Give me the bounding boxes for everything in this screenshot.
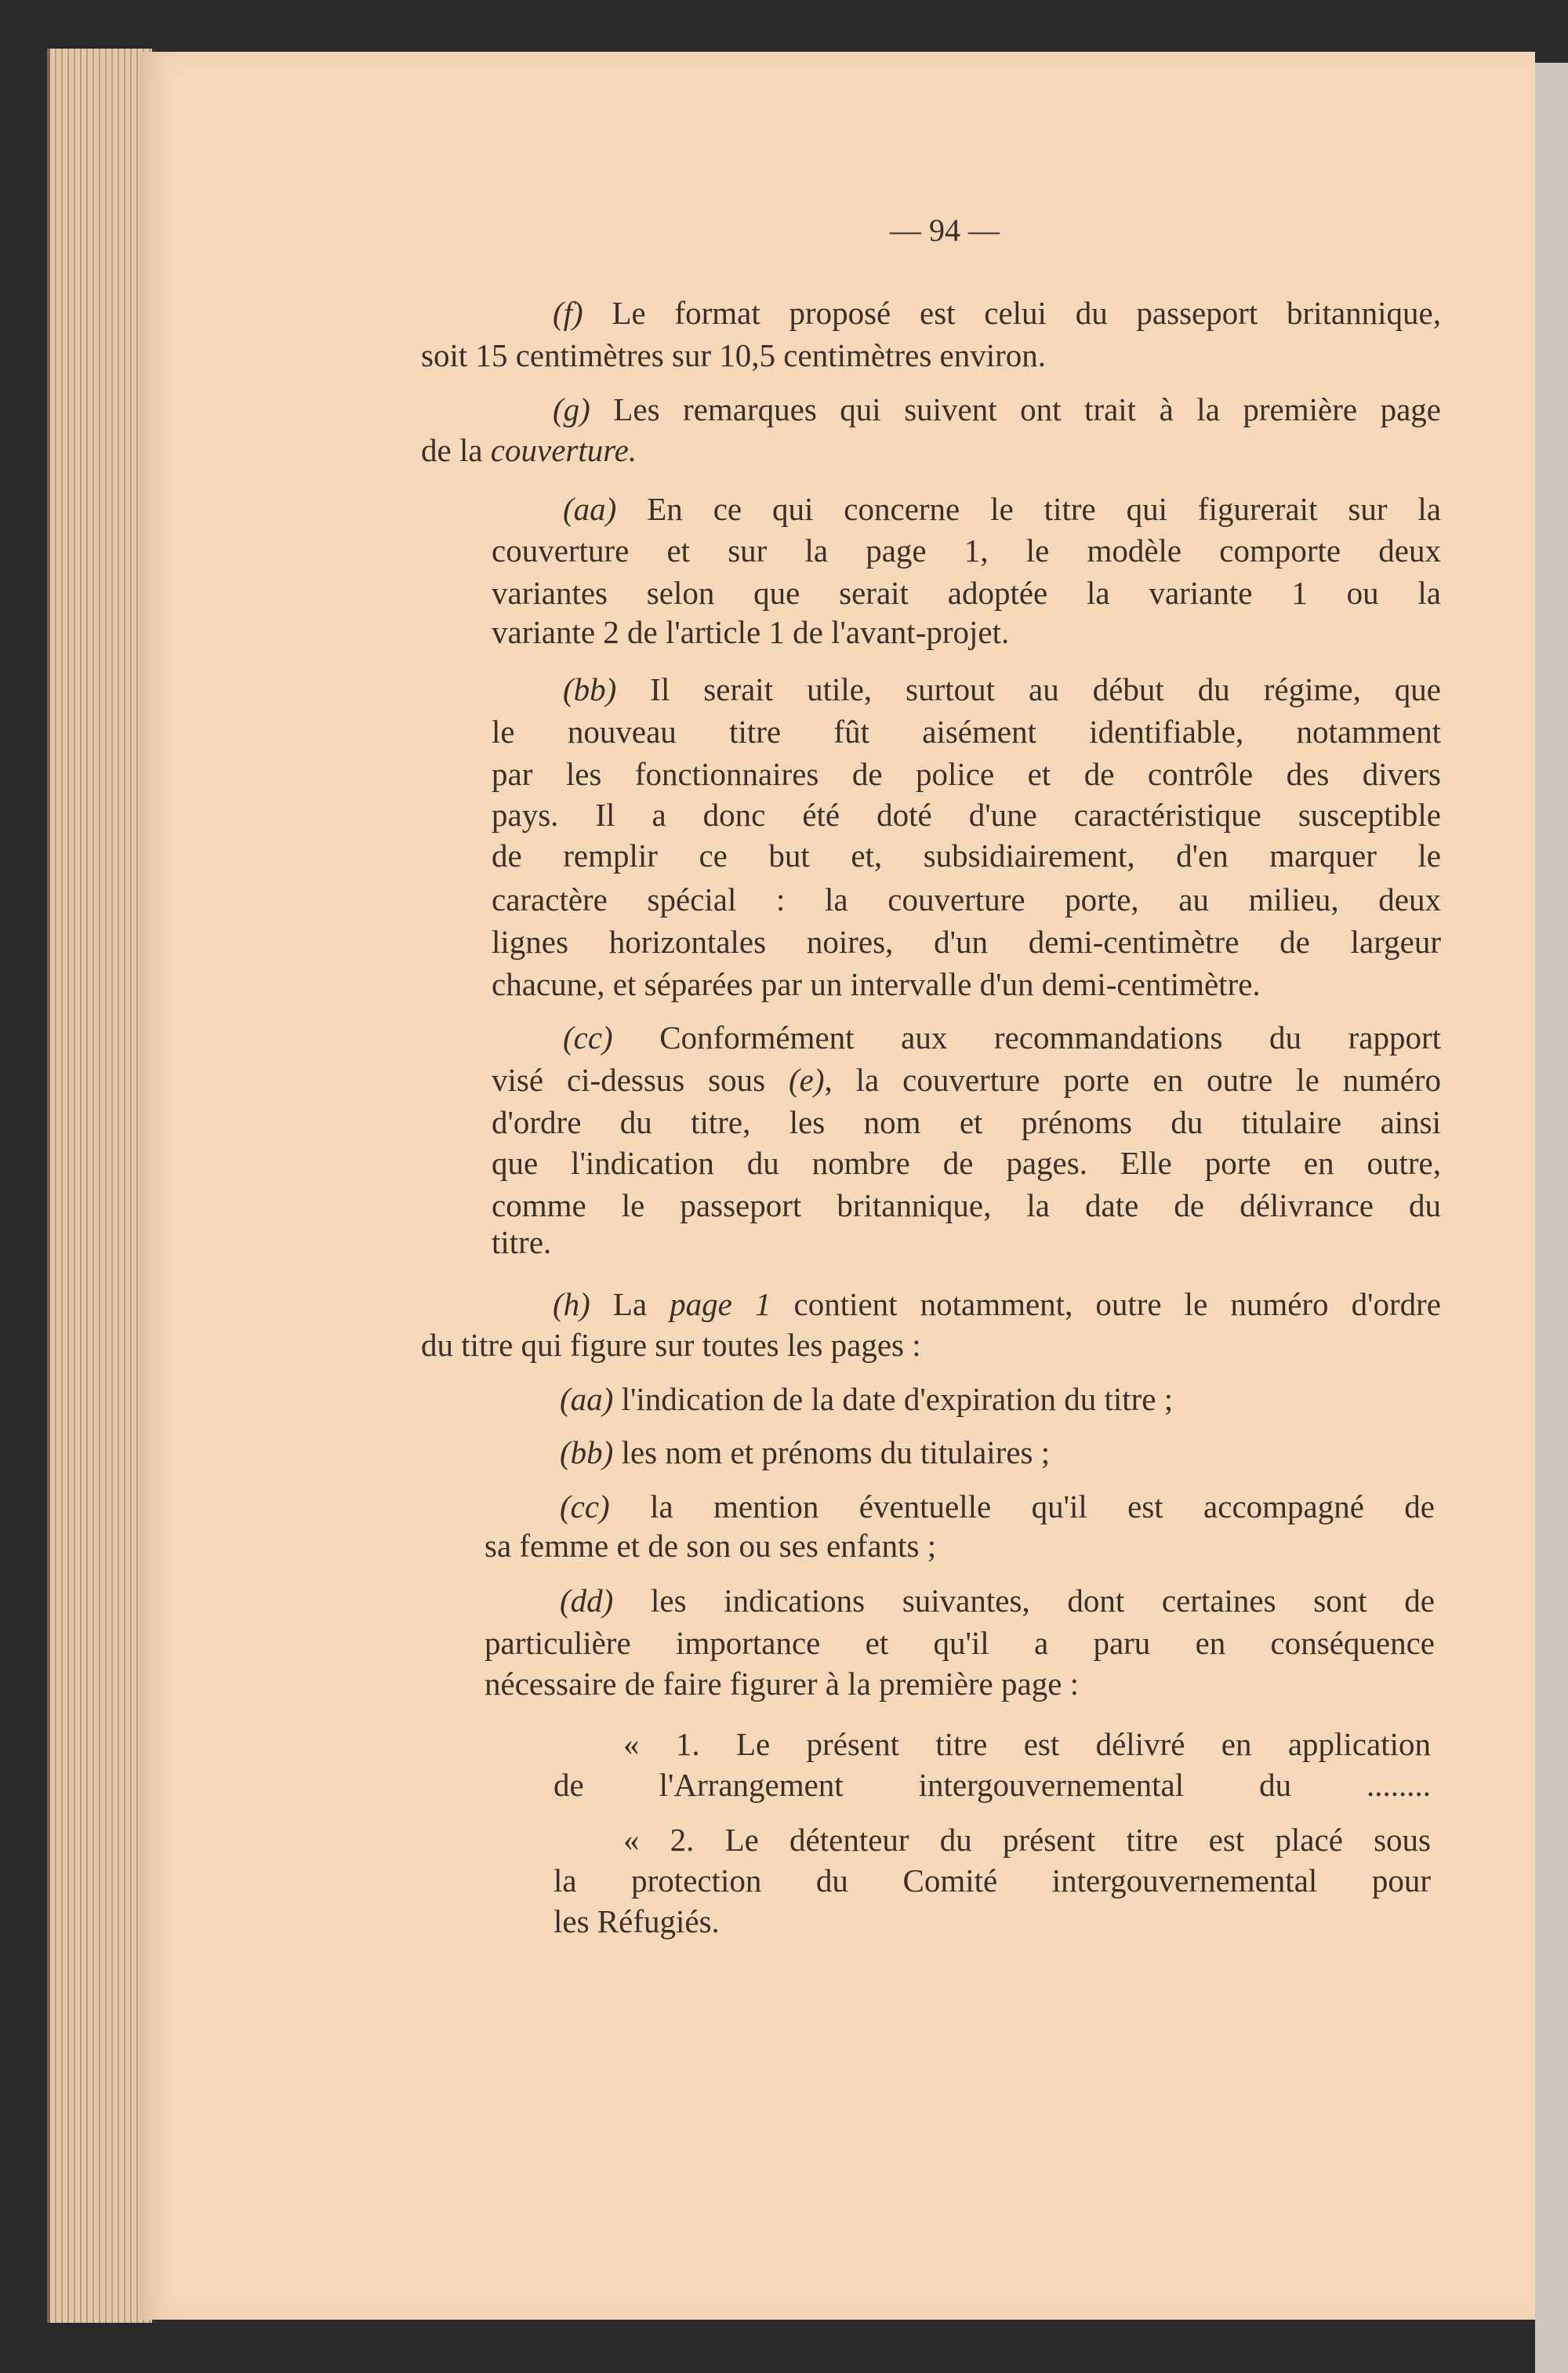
text-segment: contient notamment, outre le numéro d'ordre [771, 1285, 1442, 1322]
text-line [554, 1765, 1431, 1804]
text-segment: variante 2 de l'article 1 de l'avant-projet. [492, 613, 1010, 650]
text-segment: soit 15 centimètres sur 10,5 centimètres environ. [421, 336, 1047, 373]
text-line [492, 965, 1261, 1004]
italic-text: (dd) [560, 1582, 614, 1619]
text-segment: de remplir ce but et, subsidiairement, d'en marquer le [492, 838, 1441, 874]
text-line [492, 612, 1009, 652]
text-segment: particulière importance et qu'il a paru en conséquence [485, 1624, 1435, 1661]
text-segment: la protection du Comité intergouvernemental pour [554, 1862, 1431, 1899]
text-line [492, 754, 1441, 794]
text-segment: , la couverture porte en outre le numéro [824, 1062, 1441, 1099]
text-line [492, 922, 1441, 961]
text-line [553, 390, 1441, 429]
text-segment: du titre qui figure sur toutes les pages : [421, 1326, 921, 1363]
text-line [485, 1526, 936, 1565]
text-line [623, 1820, 1431, 1859]
text-line [563, 489, 1441, 529]
text-line [492, 573, 1441, 612]
text-segment: d'ordre du titre, les nom et prénoms du titulaire ainsi [492, 1104, 1441, 1141]
text-line [485, 1623, 1435, 1663]
italic-text: (aa) [563, 491, 617, 528]
italic-text: (g) [553, 391, 590, 428]
text-segment: chacune, et séparées par un intervalle d'un demi-centimètre. [492, 966, 1261, 1003]
text-line [560, 1379, 1173, 1419]
text-line [560, 1581, 1435, 1620]
text-line [485, 1664, 1079, 1703]
text-line [560, 1433, 1050, 1472]
italic-text: page 1 [670, 1285, 771, 1322]
text-line [492, 712, 1441, 751]
text-segment: lignes horizontales noires, d'un demi-centimètre de largeur [492, 924, 1441, 961]
text-line [492, 1186, 1441, 1225]
italic-text: (bb) [560, 1434, 614, 1470]
text-segment: Le format proposé est celui du passeport britannique, [583, 294, 1441, 331]
text-segment: le nouveau titre fût aisément identifiable, notamment [492, 714, 1441, 750]
text-line [563, 670, 1441, 709]
text-line [421, 336, 1046, 375]
text-line [554, 1861, 1431, 1900]
text-line [623, 1724, 1431, 1764]
text-line [492, 1143, 1441, 1183]
text-segment: de la [421, 432, 491, 469]
text-segment: les Réfugiés. [554, 1903, 720, 1940]
text-segment: titre. [492, 1223, 552, 1260]
text-segment: variantes selon que serait adoptée la variante 1 ou la [492, 574, 1441, 611]
italic-text: (cc) [560, 1488, 610, 1525]
page-number: — 94 — [890, 213, 1000, 248]
text-line [421, 1325, 921, 1365]
text-segment: Il serait utile, surtout au début du régime, que [616, 671, 1441, 708]
text-segment: que l'indication du nombre de pages. Elle porte en outre, [492, 1145, 1441, 1182]
text-segment: l'indication de la date d'expiration du titre ; [613, 1381, 1174, 1418]
text-line [421, 431, 637, 470]
text-segment: La [590, 1285, 670, 1322]
text-segment: En ce qui concerne le titre qui figurerait sur la [616, 491, 1441, 528]
text-segment: couverture et sur la page 1, le modèle comporte deux [492, 532, 1441, 569]
text-segment: pays. Il a donc été doté d'une caractéristique susceptible [492, 797, 1441, 834]
text-segment: sa femme et de son ou ses enfants ; [485, 1528, 937, 1564]
text-line [492, 836, 1441, 875]
facing-page-edge [1535, 63, 1568, 2373]
text-segment: les indications suivantes, dont certaines sont de [613, 1582, 1435, 1619]
italic-text: (cc) [563, 1019, 613, 1056]
text-segment: par les fonctionnaires de police et de contrôle des divers [492, 756, 1441, 793]
text-segment: visé ci-dessus sous [492, 1062, 789, 1099]
text-line [492, 531, 1441, 570]
text-segment: comme le passeport britannique, la date de délivrance du [492, 1187, 1441, 1224]
text-segment: la mention éventuelle qu'il est accompagné de [609, 1488, 1435, 1525]
text-segment: « 2. Le détenteur du présent titre est placé sous [623, 1821, 1431, 1858]
text-segment: nécessaire de faire figurer à la première page : [485, 1666, 1080, 1703]
italic-text: (bb) [563, 671, 617, 708]
text-segment: caractère spécial : la couverture porte, au milieu, deux [492, 881, 1441, 918]
page-edges [47, 49, 152, 2323]
text-line [492, 1103, 1441, 1142]
text-line [553, 1285, 1441, 1324]
text-segment: Les remarques qui suivent ont trait à la première page [590, 391, 1441, 428]
text-line [492, 795, 1441, 834]
italic-text: (aa) [560, 1381, 614, 1418]
text-line [560, 1487, 1435, 1526]
italic-text: (h) [553, 1285, 590, 1322]
text-segment: de l'Arrangement intergouvernemental du ........ [554, 1767, 1431, 1804]
text-line [553, 293, 1441, 333]
italic-text: (e) [788, 1062, 825, 1099]
italic-text: couverture. [490, 432, 637, 469]
text-line [492, 880, 1441, 919]
italic-text: (f) [553, 294, 583, 331]
text-segment: les nom et prénoms du titulaires ; [613, 1434, 1051, 1470]
text-line [554, 1902, 720, 1941]
text-line [563, 1018, 1441, 1057]
text-segment: Conformément aux recommandations du rapport [612, 1019, 1441, 1056]
text-line [492, 1060, 1441, 1099]
text-segment: « 1. Le présent titre est délivré en application [623, 1726, 1431, 1763]
text-line [492, 1223, 551, 1262]
